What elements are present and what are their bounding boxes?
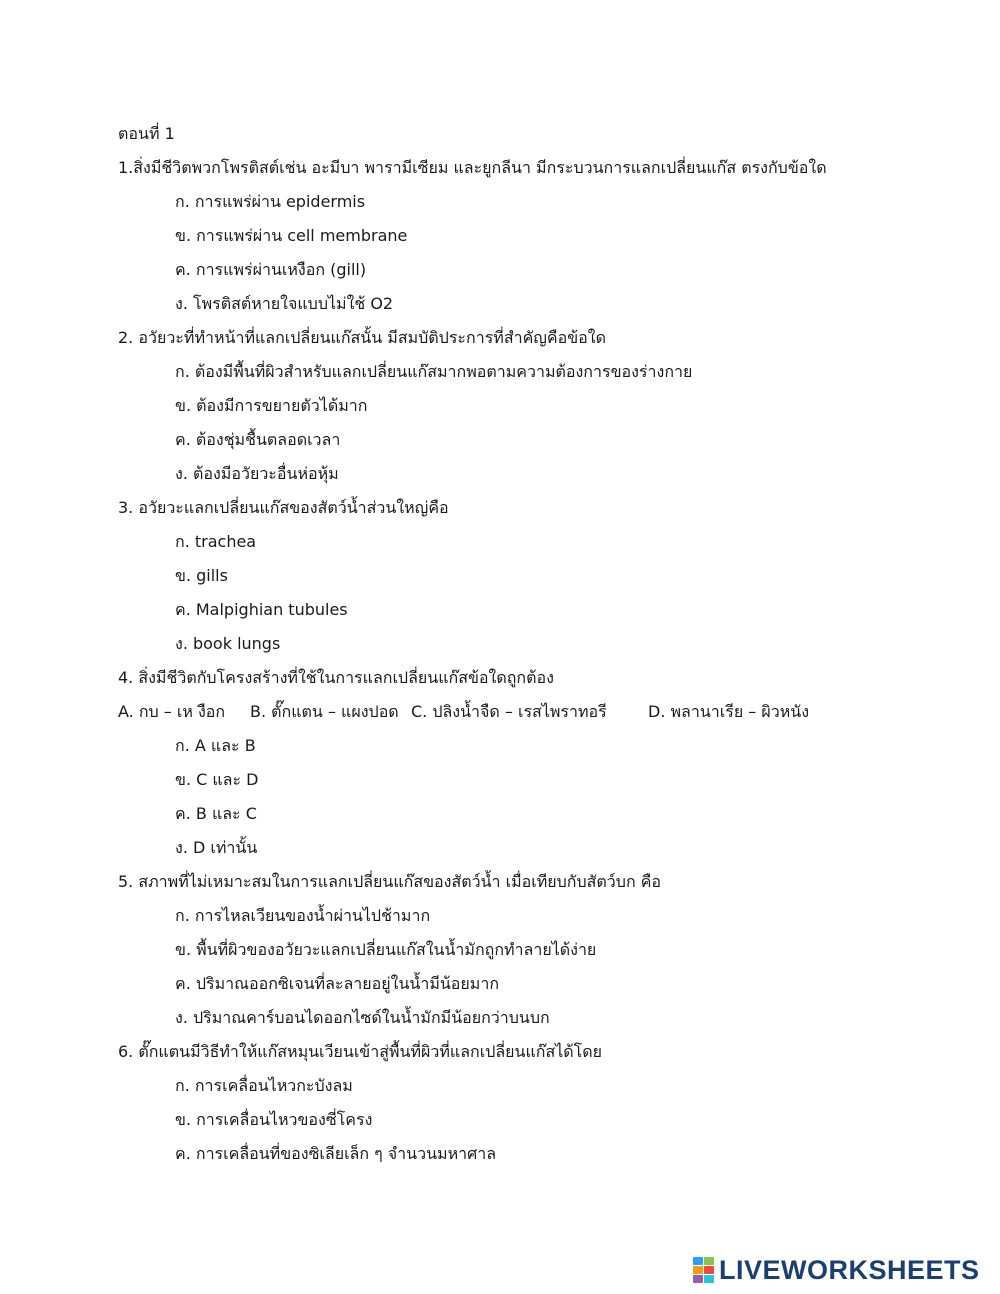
q4-pair-b: B. ตั๊กแตน – แผงปอด: [250, 702, 399, 721]
q4-option-c[interactable]: ค. B และ C: [175, 804, 257, 823]
q2-option-d[interactable]: ง. ต้องมีอวัยวะอื่นห่อหุ้ม: [175, 464, 339, 483]
q4-option-d[interactable]: ง. D เท่านั้น: [175, 838, 258, 857]
logo-tile: [693, 1266, 703, 1274]
section-title: ตอนที่ 1: [118, 124, 175, 143]
q3-option-d[interactable]: ง. book lungs: [175, 634, 281, 653]
q6-option-a[interactable]: ก. การเคลื่อนไหวกะบังลม: [175, 1076, 353, 1095]
q4-option-b[interactable]: ข. C และ D: [175, 770, 259, 789]
q1-option-c[interactable]: ค. การแพร่ผ่านเหงือก (gill): [175, 260, 367, 279]
q2-option-a[interactable]: ก. ต้องมีพื้นที่ผิวสำหรับแลกเปลี่ยนแก๊สมากพอตามความต้องการของร่างกาย: [175, 362, 693, 381]
q3-option-b[interactable]: ข. gills: [175, 566, 228, 585]
question-2: 2. อวัยวะที่ทำหน้าที่แลกเปลี่ยนแก๊สนั้น มีสมบัติประการที่สำคัญคือข้อใด: [118, 328, 606, 347]
q4-option-a[interactable]: ก. A และ B: [175, 736, 256, 755]
q4-pair-c: C. ปลิงน้ำจืด – เรสไพราทอรี: [411, 702, 607, 721]
liveworksheets-mark-icon: [693, 1257, 715, 1283]
question-3: 3. อวัยวะแลกเปลี่ยนแก๊สของสัตว์น้ำส่วนใหญ่คือ: [118, 498, 449, 517]
q4-pair-a: A. กบ – เห งือก: [118, 702, 226, 721]
q3-option-c[interactable]: ค. Malpighian tubules: [175, 600, 348, 619]
q5-option-d[interactable]: ง. ปริมาณคาร์บอนไดออกไซด์ในน้ำมักมีน้อยกว่าบนบก: [175, 1008, 550, 1027]
question-6: 6. ตั๊กแตนมีวิธีทำให้แก๊สหมุนเวียนเข้าสู่พื้นที่ผิวที่แลกเปลี่ยนแก๊สได้โดย: [118, 1042, 603, 1061]
logo-tile: [693, 1257, 703, 1265]
liveworksheets-logo: [693, 1254, 980, 1286]
question-4: 4. สิ่งมีชีวิตกับโครงสร้างที่ใช้ในการแลกเปลี่ยนแก๊สข้อใดถูกต้อง: [118, 668, 554, 687]
q2-option-b[interactable]: ข. ต้องมีการขยายตัวได้มาก: [175, 396, 368, 415]
logo-tile: [704, 1266, 714, 1274]
q5-option-b[interactable]: ข. พื้นที่ผิวของอวัยวะแลกเปลี่ยนแก๊สในน้ำมักถูกทำลายได้ง่าย: [175, 940, 597, 959]
q2-option-c[interactable]: ค. ต้องชุ่มชื้นตลอดเวลา: [175, 430, 341, 449]
logo-tile: [693, 1275, 703, 1283]
q1-option-b[interactable]: ข. การแพร่ผ่าน cell membrane: [175, 226, 408, 245]
question-5: 5. สภาพที่ไม่เหมาะสมในการแลกเปลี่ยนแก๊สของสัตว์น้ำ เมื่อเทียบกับสัตว์บก คือ: [118, 872, 662, 891]
logo-tile: [704, 1275, 714, 1283]
q4-pair-d: D. พลานาเรีย – ผิวหนัง: [648, 702, 810, 721]
logo-text: LIVEWORKSHEETS: [719, 1255, 980, 1285]
q3-option-a[interactable]: ก. trachea: [175, 532, 257, 551]
q6-option-b[interactable]: ข. การเคลื่อนไหวของซี่โครง: [175, 1110, 373, 1129]
q6-option-c[interactable]: ค. การเคลื่อนที่ของซิเลียเล็ก ๆ จำนวนมหาศาล: [175, 1144, 497, 1163]
q1-option-a[interactable]: ก. การแพร่ผ่าน epidermis: [175, 192, 366, 211]
q5-option-c[interactable]: ค. ปริมาณออกซิเจนที่ละลายอยู่ในน้ำมีน้อยมาก: [175, 974, 499, 993]
q5-option-a[interactable]: ก. การไหลเวียนของน้ำผ่านไปช้ามาก: [175, 906, 431, 925]
q4-pairs-row: [118, 701, 838, 723]
q1-option-d[interactable]: ง. โพรติสต์หายใจแบบไม่ใช้ O2: [175, 294, 394, 313]
question-1: 1.สิ่งมีชีวิตพวกโพรติสต์เช่น อะมีบา พารามีเซียม และยูกลีนา มีกระบวนการแลกเปลี่ยนแก๊ส ตรงกับข้อใด: [118, 158, 827, 177]
logo-tile: [704, 1257, 714, 1265]
